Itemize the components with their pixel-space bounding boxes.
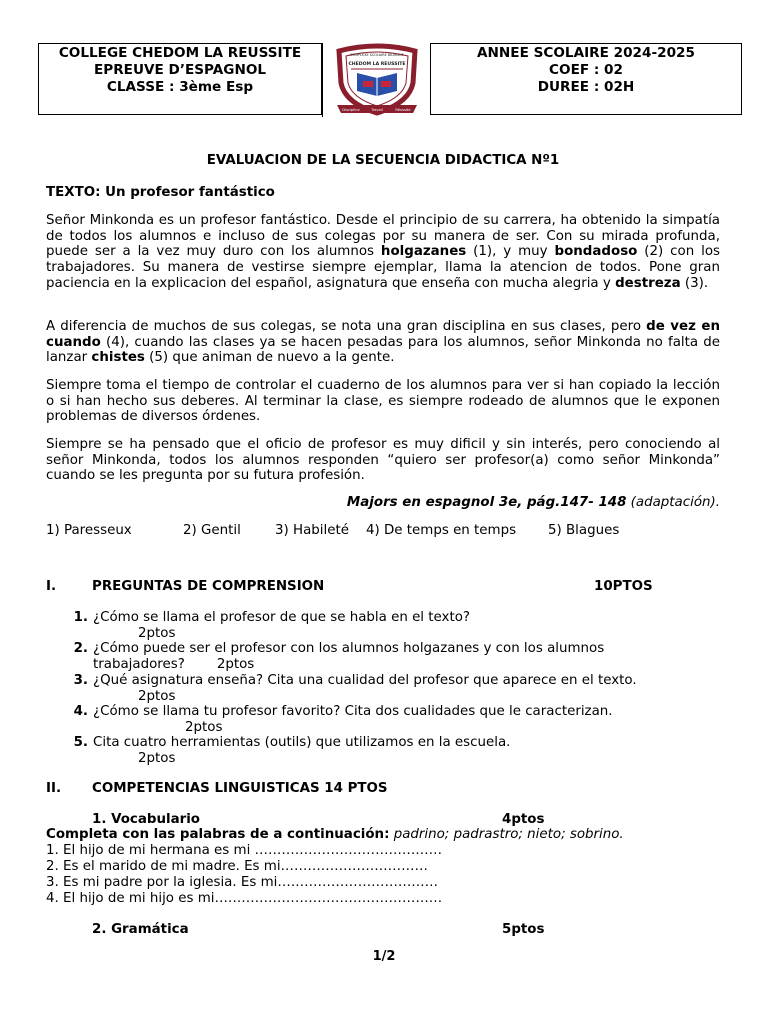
exam-info-box — [430, 43, 742, 115]
question-text: ¿Cómo puede ser el profesor con los alumnos holgazanes y con los alumnos trabajadores? — [93, 641, 605, 672]
question-points: 2ptos — [138, 688, 176, 704]
text-paragraph-4: Siempre se ha pensado que el oficio de profesor es muy dificil y sin interés, pero conociendo al señor Minkonda, todos los alumnos responden “quiero ser profesor(a) como señor Minkonda” cuando se les pregunta por su futura profesión. — [46, 437, 720, 484]
grammar-points: 5ptos — [502, 922, 545, 937]
vocab-instruction — [46, 827, 624, 843]
question-text: ¿Qué asignatura enseña? Cita una cualidad del profesor que aparece en el texto. — [93, 673, 637, 688]
question-text: Cita cuatro herramientas (outils) que utilizamos en la escuela. — [93, 735, 511, 750]
logo-banner-2: Travail — [371, 108, 383, 112]
section-title: COMPETENCIAS LINGUISTICAS 14 PTOS — [92, 781, 388, 796]
paragraph-text: (1), y muy — [466, 244, 555, 260]
question-points: 2ptos — [138, 625, 176, 641]
vocab-item-2: 2. Es el marido de mi madre. Es mi…………………………… — [46, 859, 428, 874]
logo-name: CHEDOM LA REUSSITE — [348, 62, 406, 67]
vocab-item-3: 3. Es mi padre por la iglesia. Es mi……………………………… — [46, 875, 439, 890]
vocab-item-4: 4. El hijo de mi hijo es mi…………………………………………… — [46, 891, 443, 906]
vocab-word-4: de vez en cuando — [46, 319, 720, 350]
paragraph-text: (2) con los trabajadores. Su manera de vestirse siempre ejemplar, llama la atencion de todos. Pone gran paciencia en la explicacion del español, asignatura que enseña con mucha alegria y — [46, 244, 720, 291]
text-paragraph-3: Siempre toma el tiempo de controlar el cuaderno de los alumnos para ver si han copiado la lección o si han hecho sus deberes. Al terminar la clase, es siempre rodeado de alumnos que le exponen problemas de diversos órdenes. — [46, 378, 720, 425]
vocab-word-5: chistes — [91, 350, 145, 366]
duration: DUREE : 02H — [537, 79, 635, 95]
school-info-box — [38, 43, 322, 115]
section-title: PREGUNTAS DE COMPRENSION — [92, 579, 325, 594]
source-note: (adaptación). — [626, 495, 720, 510]
vocab-word-2: bondadoso — [554, 244, 638, 260]
grammar-heading — [46, 922, 720, 940]
question-number: 4. — [73, 704, 88, 719]
paragraph-text: (3). — [680, 275, 709, 291]
logo-banner-1: Discipline — [342, 108, 360, 112]
section-number: II. — [46, 781, 62, 796]
instruction-text: Completa con las palabras de a continuación: — [46, 827, 390, 842]
grammar-title: 2. Gramática — [92, 922, 189, 937]
section-points: 10PTOS — [594, 579, 653, 594]
exam-subject: EPREUVE D’ESPAGNOL — [93, 62, 267, 78]
vocab-word-3: destreza — [615, 275, 681, 291]
instruction-words: padrino; padrastro; nieto; sobrino. — [389, 827, 624, 842]
school-year: ANNEE SCOLAIRE 2024-2025 — [477, 45, 695, 61]
paragraph-text: A diferencia de muchos de sus colegas, se nota una gran disciplina en sus clases, pero — [46, 319, 647, 334]
question-number: 3. — [73, 673, 88, 688]
text-heading: TEXTO: Un profesor fantástico — [46, 185, 275, 200]
glossary-item: 3) Habileté — [275, 523, 349, 538]
vocab-item-1: 1. El hijo de mi hermana es mi …………………………………… — [46, 843, 443, 858]
logo-top-text: COMPLEXE SCOLAIRE BILINGUE — [350, 53, 404, 57]
question-number: 1. — [73, 610, 88, 625]
section-1-heading — [46, 579, 720, 597]
text-source — [46, 495, 720, 510]
exam-header — [38, 43, 742, 117]
document-title: EVALUACION DE LA SECUENCIA DIDACTICA Nº1 — [206, 153, 560, 168]
school-crest-icon — [329, 43, 425, 117]
source-title: Majors en espagnol 3e, pág.147- 148 — [346, 495, 627, 510]
question-number: 2. — [73, 641, 88, 656]
section-number: I. — [46, 579, 57, 594]
question-points: 2ptos — [185, 719, 223, 735]
vocab-word-1: holgazanes — [380, 244, 467, 260]
coefficient: COEF : 02 — [549, 62, 623, 78]
logo-banner-3: Réussite — [395, 108, 411, 112]
school-logo — [322, 43, 430, 117]
class-level: CLASSE : 3ème Esp — [106, 79, 254, 95]
paragraph-text: (4), cuando las clases ya se hacen pesadas para los alumnos, señor Minkonda no falta de lanzar — [46, 334, 720, 366]
question-points: 2ptos — [138, 750, 176, 766]
text-paragraph-1 — [46, 213, 720, 292]
paragraph-text: Señor Minkonda es un profesor fantástico. Desde el principio de su carrera, ha obtenido la simpatía de todos los alumnos e incluso de sus colegas por su manera de ser. Con su mirada profunda, puede ser a la vez muy duro con los alumnos — [46, 213, 720, 260]
vocab-title: 1. Vocabulario — [92, 812, 201, 827]
page-number: 1/2 — [372, 949, 396, 964]
section-2-heading — [46, 781, 720, 799]
glossary-item: 2) Gentil — [183, 523, 241, 538]
glossary — [46, 523, 720, 541]
question-points: 2ptos — [216, 656, 255, 672]
paragraph-text: (5) que animan de nuevo a la gente. — [144, 350, 395, 366]
vocab-points: 4ptos — [502, 812, 545, 827]
question-number: 5. — [73, 735, 88, 750]
glossary-item: 5) Blagues — [548, 523, 620, 538]
question-text: ¿Cómo se llama tu profesor favorito? Cita dos cualidades que le caracterizan. — [93, 704, 613, 719]
school-name: COLLEGE CHEDOM LA REUSSITE — [58, 45, 302, 61]
glossary-item: 1) Paresseux — [46, 523, 132, 538]
glossary-item: 4) De temps en temps — [366, 523, 517, 538]
question-text: ¿Cómo se llama el profesor de que se habla en el texto? — [93, 610, 471, 625]
text-paragraph-2 — [46, 319, 720, 366]
